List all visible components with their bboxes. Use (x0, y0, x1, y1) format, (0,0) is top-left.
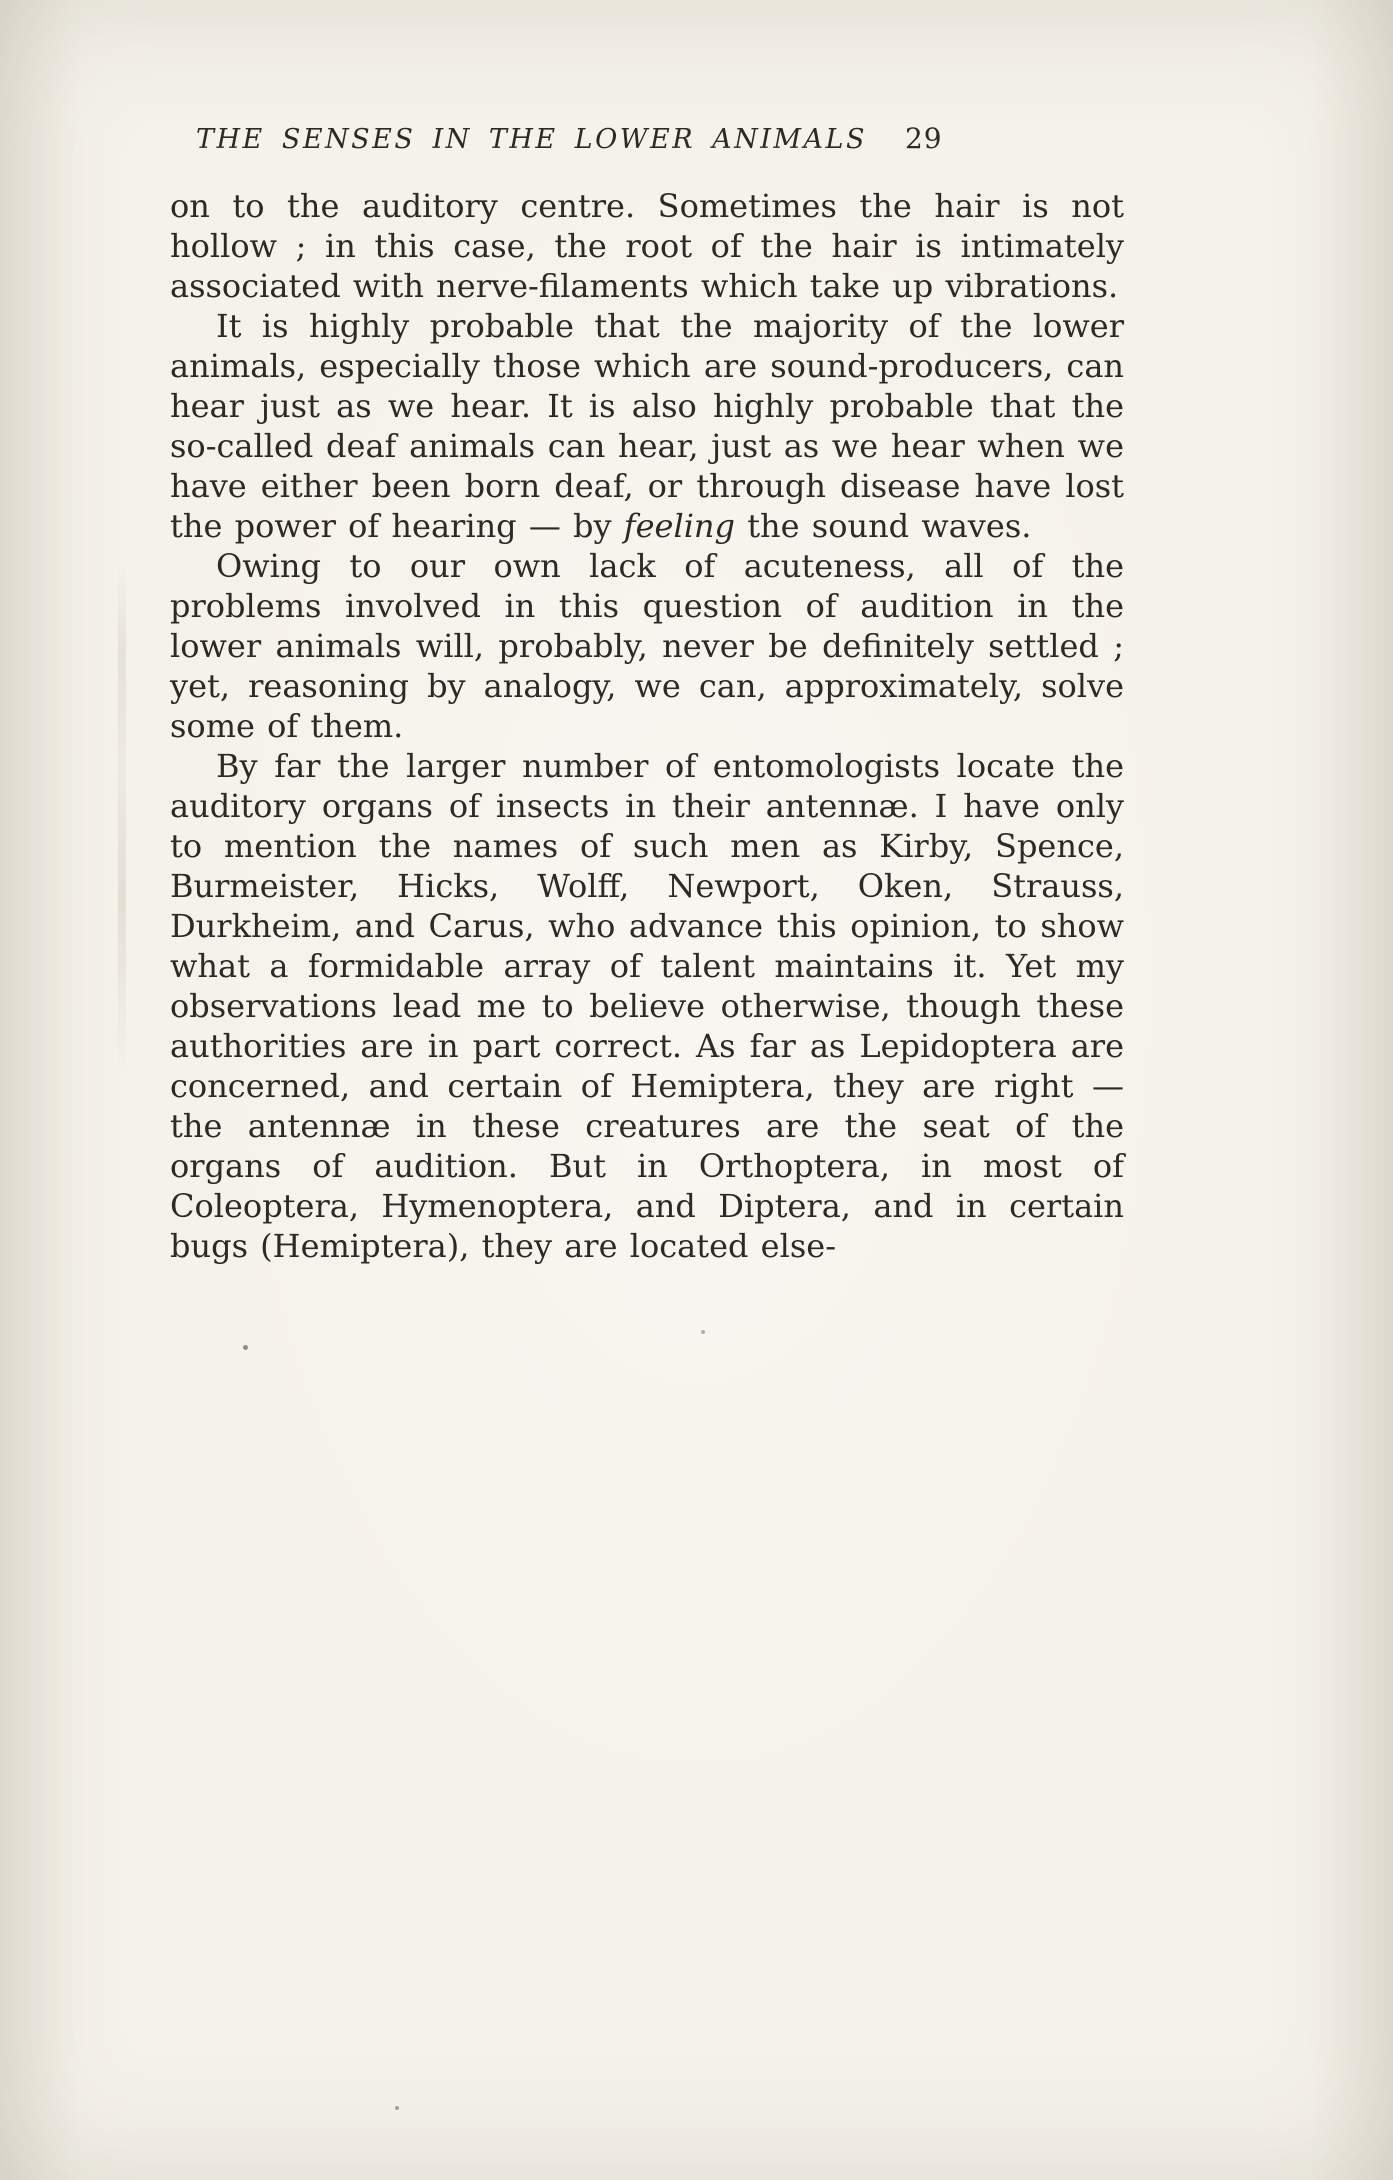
scan-speck (395, 2106, 399, 2110)
body-text: It is highly probable that the majority of the lower animals, especially those which are sound-producers, can hear just as we hear. It is also highly probable that the so-called deaf animals can hear, just as we hear when we have either been born deaf, or through disease have lost the power of hearing — by (170, 307, 1124, 545)
scan-speck (243, 1345, 248, 1350)
text-block (170, 186, 1124, 1266)
page-number: 29 (904, 122, 943, 155)
running-head (196, 122, 943, 155)
body-text: Owing to our own lack of acuteness, all of the problems involved in this question of audition in the lower animals will, probably, never be definitely settled ; yet, reasoning by analogy, we can, approximately, solve some of them. (170, 547, 1124, 745)
paragraph (170, 306, 1124, 546)
scan-smudge (118, 560, 126, 1080)
scan-speck (701, 1330, 705, 1334)
body-text: the sound waves. (735, 507, 1032, 545)
body-text: on to the auditory centre. Sometimes the hair is not hollow ; in this case, the root of the hair is intimately associated with nerve-filaments which take up vibrations. (170, 187, 1124, 305)
paragraph (170, 546, 1124, 746)
italic-text: feeling (623, 507, 736, 545)
body-text: By far the larger number of entomologists locate the auditory organs of insects in their antennæ. I have only to mention the names of such men as Kirby, Spence, Burmeister, Hicks, Wolff, Newport, Oken, Strauss, Durkheim, and Carus, who advance this opinion, to show what a formidable array of talent maintains it. Yet my observations lead me to believe otherwise, though these authorities are in part correct. As far as Lepidoptera are concerned, and certain of Hemiptera, they are right — the antennæ in these creatures are the seat of the organs of audition. But in Orthoptera, in most of Coleoptera, Hymenoptera, and Diptera, and in certain bugs (Hemiptera), they are located else- (170, 747, 1124, 1265)
paragraph (170, 186, 1124, 306)
paragraph (170, 746, 1124, 1266)
running-head-title: THE SENSES IN THE LOWER ANIMALS (196, 124, 867, 155)
